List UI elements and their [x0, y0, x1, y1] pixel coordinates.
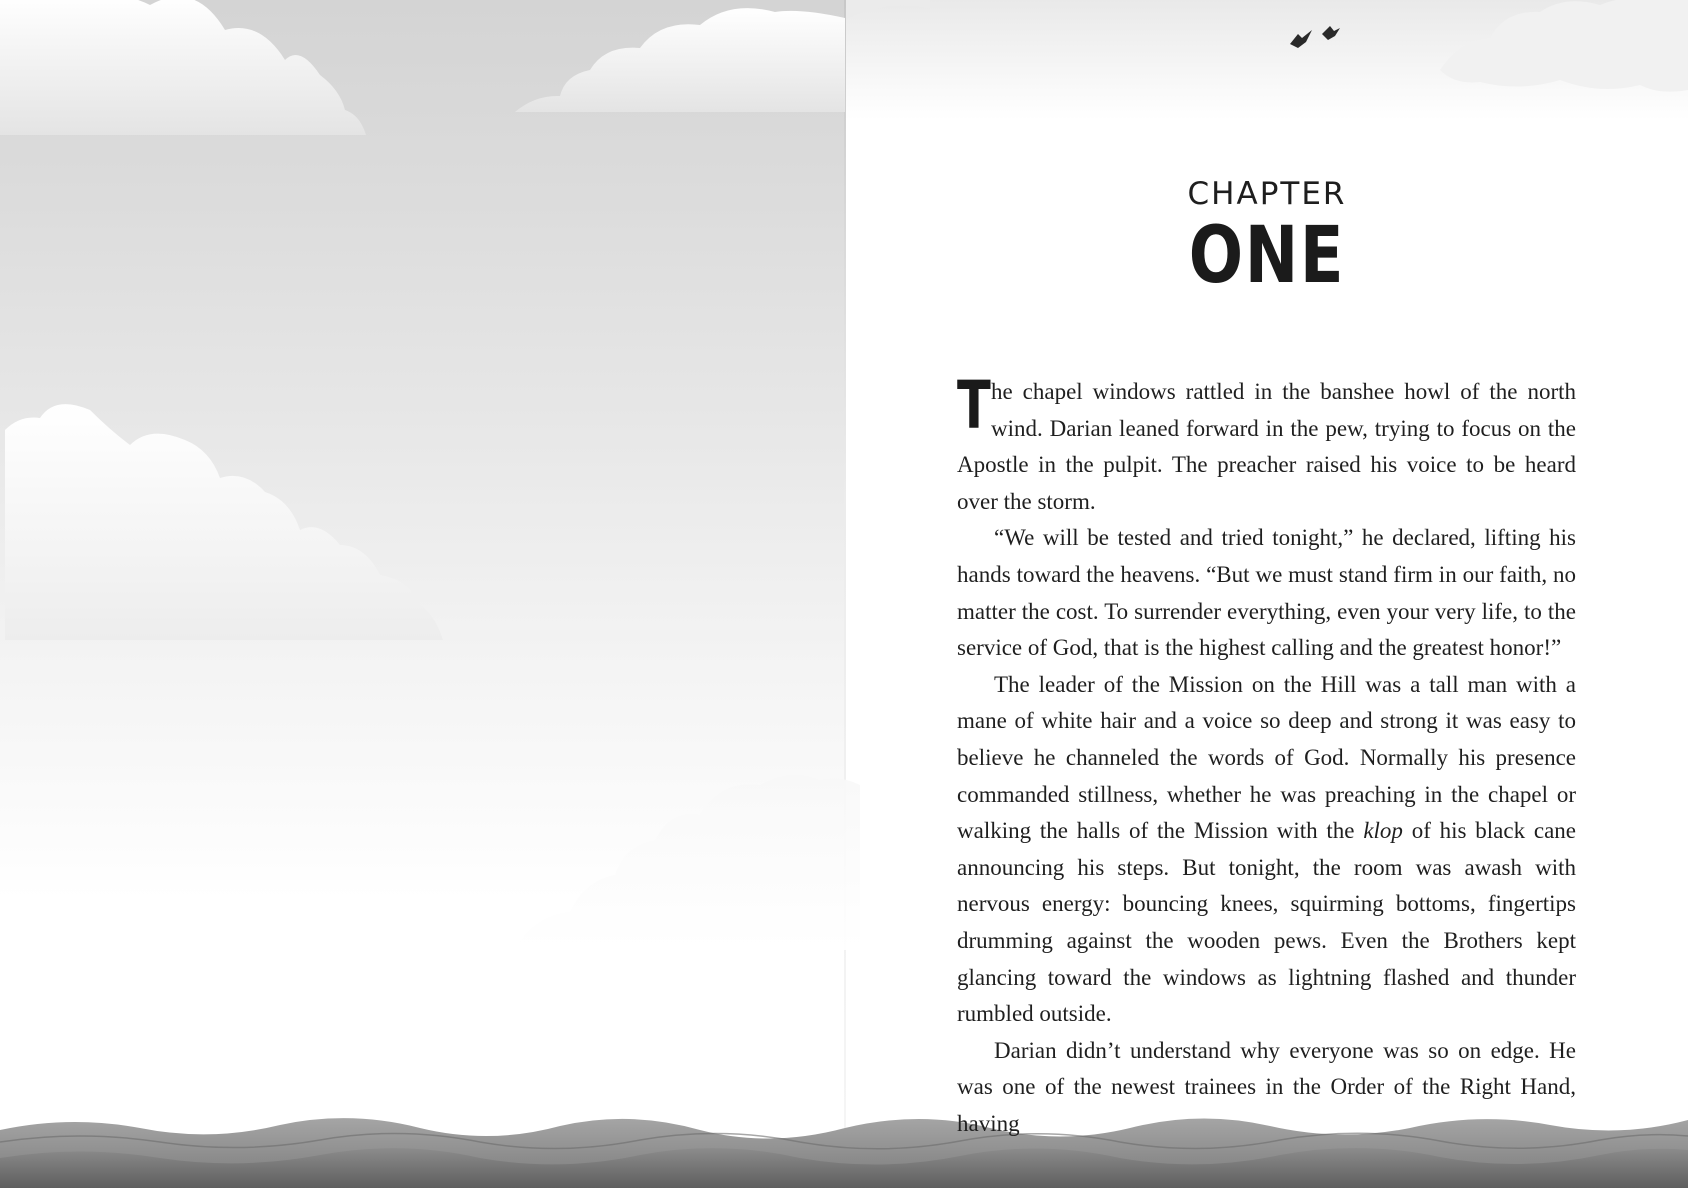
paragraph-2: “We will be tested and tried tonight,” he declared, lifting his hands toward the heavens. “But we must stand firm in our faith, no matter the cost. To surrender everything, even your very life, to the service of God, that is the highest calling and the greatest honor!” [957, 525, 1576, 661]
cloud-icon [0, 0, 366, 135]
bird-icon [1290, 26, 1340, 48]
paragraph-1-text: he chapel windows rattled in the banshee howl of the north wind. Darian leaned forward in the pew, trying to focus on the Apostle in the pulpit. The preacher raised his voice to be heard over the storm. [957, 379, 1576, 514]
paragraph-3-text-a: The leader of the Mission on the Hill was a tall man with a mane of white hair and a voice so deep and strong it was easy to believe he channeled the words of God. Normally his presence commanded stillness, whether he was preaching in the chapel or walking the halls of the Mission with the [957, 671, 1576, 844]
cloud-icon [5, 404, 443, 640]
cloud-icon [515, 8, 845, 112]
paragraph-1 [957, 367, 1576, 520]
paragraph-3-text-b: of his black cane announcing his steps. But tonight, the room was awash with nervous energy: bouncing knees, squirming bottoms, fingertips drumming against the wooden pews. Even the Brothers kept glancing toward the windows as lightning flashed and thunder rumbled outside. [957, 818, 1577, 1027]
chapter-number: ONE [1188, 211, 1346, 301]
chapter-body [957, 367, 1577, 1142]
chapter-label: CHAPTER [1187, 176, 1347, 212]
drop-cap: T [957, 367, 991, 444]
paragraph-3 [957, 667, 1576, 1033]
paragraph-4: Darian didn’t understand why everyone was so on edge. He was one of the newest trainees in the Order of the Right Hand, having [957, 1037, 1576, 1136]
paragraph-3-emphasis: klop [1363, 818, 1403, 844]
cloud-icon [846, 0, 1688, 92]
cloud-icon [520, 775, 860, 950]
